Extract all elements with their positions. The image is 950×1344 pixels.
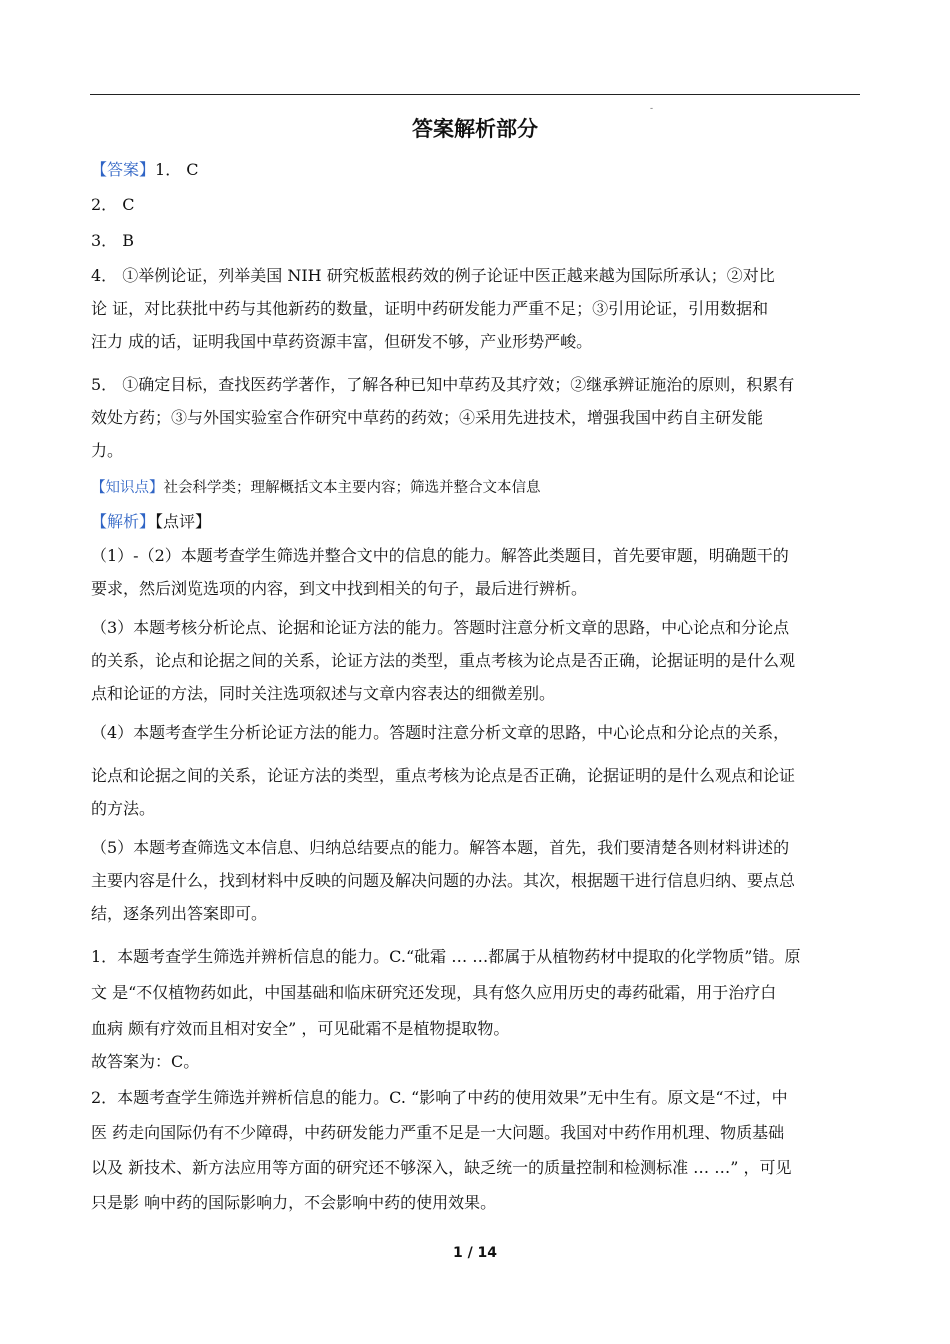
answer-tag: 【答案】 <box>91 160 156 179</box>
paragraph-line: （4）本题考查学生分析论证方法的能力。答题时注意分析文章的思路，中心论点和分论点的关系， <box>91 723 790 742</box>
paragraph-line: （5）本题考查筛选文本信息、归纳总结要点的能力。解答本题，首先，我们要清楚各则材料讲述的 <box>91 838 790 857</box>
page-number: 1 / 14 <box>452 1245 498 1261</box>
paragraph-line: 论点和论据之间的关系，论证方法的类型，重点考核为论点是否正确，论据证明的是什么观点和论证 <box>91 766 796 785</box>
paragraph-line: （1）-（2）本题考查学生筛选并整合文中的信息的能力。解答此类题目，首先要审题，明确题干的 <box>91 546 789 565</box>
header-rule <box>90 94 860 95</box>
paragraph-line: （3）本题考核分析论点、论据和论证方法的能力。答题时注意分析文章的思路，中心论点和分论点 <box>91 618 790 637</box>
analysis-tag: 【解析】 <box>91 512 156 531</box>
paragraph-line: 的关系，论点和论据之间的关系，论证方法的类型，重点考核为论点是否正确，论据证明的是什么观 <box>91 651 796 670</box>
page-title: 答案解析部分 <box>412 117 538 141</box>
answer-5 <box>91 368 861 467</box>
answer-1: 1． C <box>155 160 199 179</box>
answer-5-line: 力。 <box>91 441 124 460</box>
explanation-1 <box>91 940 861 1078</box>
paragraph-line: 主要内容是什么，找到材料中反映的问题及解决问题的办法。其次，根据题干进行信息归纳、要点总 <box>91 871 796 890</box>
analysis-paragraph-1-2 <box>91 539 861 605</box>
explanation-line: 2．本题考查学生筛选并辨析信息的能力。C. “影响了中药的使用效果”无中生有。原文是“不过，中 <box>91 1088 788 1107</box>
paragraph-line: 结，逐条列出答案即可。 <box>91 904 268 923</box>
analysis-line <box>91 505 861 538</box>
explanation-2 <box>91 1081 861 1219</box>
explanation-conclusion: 故答案为：C。 <box>91 1052 200 1071</box>
answer-line <box>91 153 861 186</box>
document-body <box>91 155 861 1219</box>
analysis-paragraph-4 <box>91 716 861 825</box>
knowledge-text: 社会科学类；理解概括文本主要内容；筛选并整合文本信息 <box>163 480 541 496</box>
explanation-line: 文 是“不仅植物药如此，中国基础和临床研究还发现，具有悠久应用历史的毒药砒霜，用于治疗白 <box>91 983 777 1002</box>
answer-4-line: 4． ①举例论证，列举美国 NIH 研究板蓝根药效的例子论证中医正越来越为国际所承认；②对比 <box>91 266 775 285</box>
knowledge-tag: 【知识点】 <box>91 480 164 496</box>
answer-4-line: 论 证，对比获批中药与其他新药的数量，证明中药研发能力严重不足；③引用论证，引用数据和 <box>91 299 769 318</box>
answer-4 <box>91 259 861 358</box>
answer-3: 3． B <box>91 231 135 250</box>
analysis-paragraph-5 <box>91 831 861 930</box>
answer-5-line: 效处方药；③与外国实验室合作研究中草药的药效；④采用先进技术，增强我国中药自主研发能 <box>91 408 764 427</box>
paragraph-line: 要求，然后浏览选项的内容，到文中找到相关的句子，最后进行辨析。 <box>91 579 588 598</box>
explanation-line: 血病 颇有疗效而且相对安全” ，可见砒霜不是植物提取物。 <box>91 1019 510 1038</box>
review-label: 【点评】 <box>155 512 212 531</box>
explanation-line: 只是影 响中药的国际影响力，不会影响中药的使用效果。 <box>91 1193 497 1212</box>
explanation-line: 1．本题考查学生筛选并辨析信息的能力。C.“砒霜 … …都属于从植物药材中提取的化学物质”错。原 <box>91 947 801 966</box>
answer-4-line: 汪力 成的话，证明我国中草药资源丰富，但研发不够，产业形势严峻。 <box>91 332 593 351</box>
answer-5-line: 5． ①确定目标，查找医药学著作，了解各种已知中草药及其疗效；②继承辨证施治的原则，积累有 <box>91 375 795 394</box>
explanation-line: 以及 新技术、新方法应用等方面的研究还不够深入，缺乏统一的质量控制和检测标准 … …” ，可见 <box>91 1158 792 1177</box>
explanation-line: 医 药走向国际仍有不少障碍，中药研发能力严重不足是一大问题。我国对中药作用机理、物质基础 <box>91 1123 785 1142</box>
header-mark: - <box>650 104 654 114</box>
paragraph-line: 点和论证的方法，同时关注选项叙述与文章内容表达的细微差别。 <box>91 684 556 703</box>
answer-2: 2． C <box>91 195 135 214</box>
analysis-paragraph-3 <box>91 611 861 710</box>
knowledge-line <box>91 472 861 505</box>
paragraph-line: 的方法。 <box>91 799 156 818</box>
